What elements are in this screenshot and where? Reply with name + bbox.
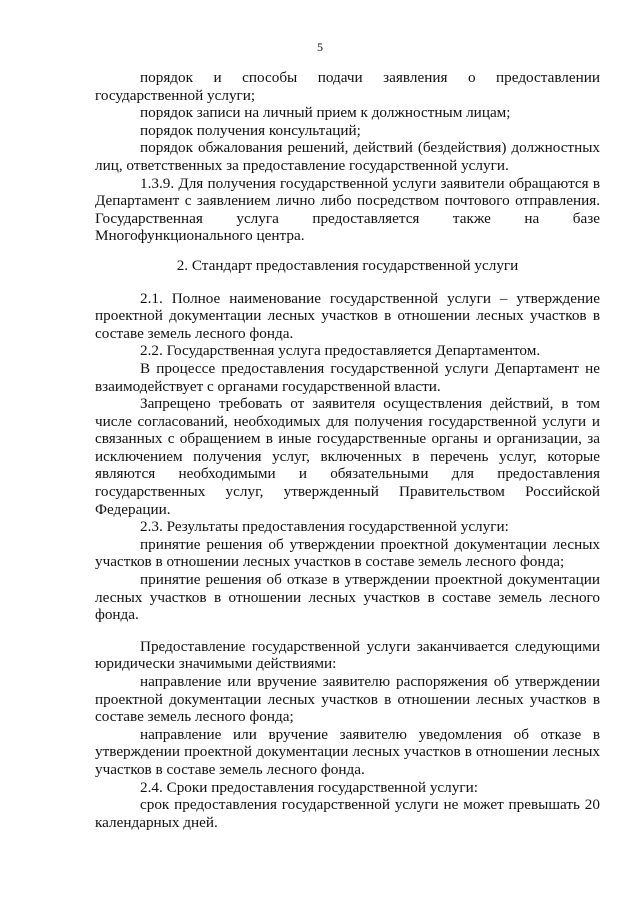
paragraph: направление или вручение заявителю уведомления об отказе в утверждении проектной документации лесных участков в отношении лесных участков в составе земель лесного фонда. [95,725,600,778]
paragraph: Запрещено требовать от заявителя осуществления действий, в том числе согласований, необходимых для получения государственной услуги и связанных с обращением в иные государственные органы и организации, за исключением получения услуг, включенных в перечень услуг, которые являются необходимыми и обязательными для предоставления государственных услуг, утвержденный Правительством Российской Федерации. [95,395,600,518]
paragraph: принятие решения об отказе в утверждении проектной документации лесных участков в отношении лесных участков в составе земель лесного фонда. [95,571,600,624]
page-number: 5 [317,40,323,54]
paragraph: 1.3.9. Для получения государственной услуги заявители обращаются в Департамент с заявлением лично либо посредством почтового отправления. Государственная услуга предоставляется также на базе Многофункционального центра. [95,174,600,245]
paragraph: 2.4. Сроки предоставления государственной услуги: [140,778,478,796]
document-body [95,69,600,831]
paragraph: принятие решения об утверждении проектной документации лесных участков в отношении лесных участков в составе земель лесного фонда; [95,535,600,571]
paragraph: порядок и способы подачи заявления о предоставлении государственной услуги; [95,69,600,104]
paragraph: Предоставление государственной услуги заканчивается следующими юридически значимыми действиями: [95,637,600,673]
paragraph: 2.2. Государственная услуга предоставляется Департаментом. [140,342,541,360]
paragraph: В процессе предоставления государственной услуги Департамент не взаимодействует с органами государственной власти. [95,359,600,395]
paragraph: срок предоставления государственной услуги не может превышать 20 календарных дней. [95,796,600,831]
paragraph: 2.3. Результаты предоставления государственной услуги: [140,518,509,536]
section-heading: 2. Стандарт предоставления государственной услуги [176,256,519,274]
paragraph: порядок записи на личный прием к должностным лицам; [140,104,511,122]
paragraph: 2.1. Полное наименование государственной услуги – утверждение проектной документации лесных участков в отношении лесных участков в составе земель лесного фонда. [95,289,600,342]
paragraph: направление или вручение заявителю распоряжения об утверждении проектной документации лесных участков в отношении лесных участков в составе земель лесного фонда; [95,673,600,726]
paragraph: порядок получения консультаций; [140,121,361,139]
paragraph: порядок обжалования решений, действий (бездействия) должностных лиц, ответственных за предоставление государственной услуги. [95,139,600,174]
